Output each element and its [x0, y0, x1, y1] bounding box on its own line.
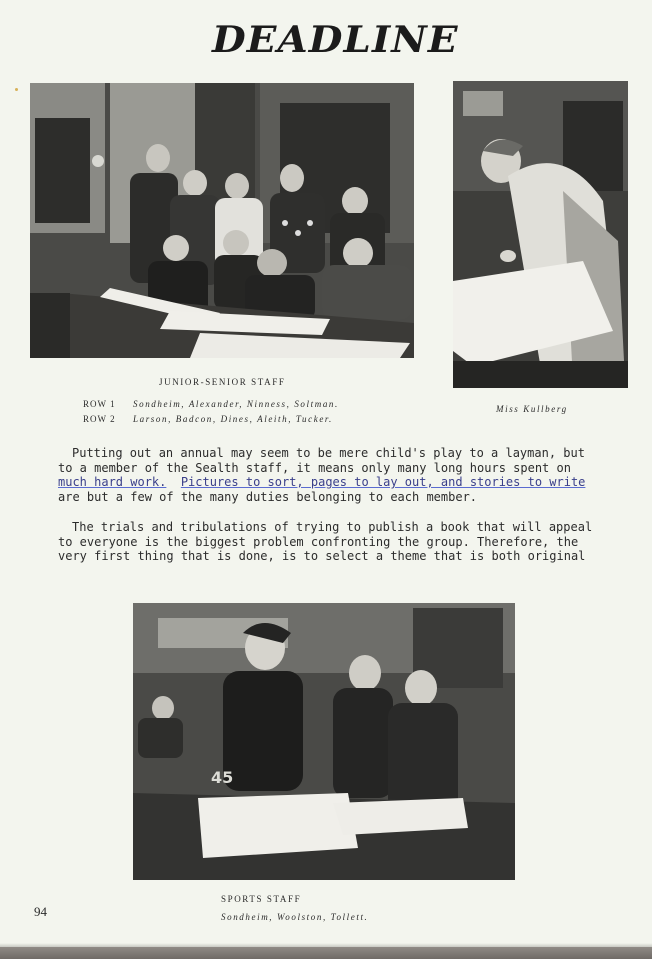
caption-row-1 — [83, 399, 339, 409]
body-paragraph-1 — [58, 446, 603, 504]
advisor-photo-illustration — [453, 81, 628, 388]
body-paragraph-2 — [58, 520, 603, 564]
row-2-names: Larson, Badcon, Dines, Aleith, Tucker. — [133, 414, 333, 424]
advisor-caption: Miss Kullberg — [496, 404, 568, 414]
body-line-with-ink — [58, 475, 603, 490]
row-2-label: ROW 2 — [83, 414, 116, 424]
sports-staff-photo-illustration — [133, 603, 515, 880]
body-line: to everyone is the biggest problem confronting the group. Therefore, the — [58, 534, 579, 549]
row-1-names: Sondheim, Alexander, Ninness, Soltman. — [133, 399, 339, 409]
page-bottom-edge — [0, 947, 652, 959]
sports-staff-photo — [133, 603, 515, 880]
body-line: are but a few of the many duties belonging to each member. — [58, 489, 478, 504]
body-line: Putting out an annual may seem to be mere child's play to a layman, but — [72, 446, 585, 460]
sports-staff-names: Sondheim, Woolston, Tollett. — [221, 912, 369, 922]
body-line: very first thing that is done, is to select a theme that is both original — [58, 549, 586, 563]
ink-underline-text: much hard work. — [58, 475, 167, 489]
row-1-label: ROW 1 — [83, 399, 116, 409]
svg-text:45: 45 — [211, 768, 234, 787]
caption-row-2 — [83, 414, 333, 424]
paper-speck — [15, 88, 18, 91]
body-line: The trials and tribulations of trying to publish a book that will appeal — [72, 520, 593, 534]
body-line: to a member of the Sealth staff, it means only many long hours spent on — [58, 460, 571, 475]
junior-senior-staff-photo — [30, 83, 414, 358]
ink-underline-text: Pictures to sort, pages to lay out, and stories to write — [180, 475, 586, 489]
page-number: 94 — [34, 904, 47, 919]
junior-senior-staff-caption-title: JUNIOR-SENIOR STAFF — [159, 377, 286, 387]
page-title: DEADLINE — [212, 19, 459, 61]
junior-senior-staff-photo-illustration — [30, 83, 414, 358]
advisor-photo — [453, 81, 628, 388]
sports-staff-caption-title: SPORTS STAFF — [221, 894, 302, 904]
